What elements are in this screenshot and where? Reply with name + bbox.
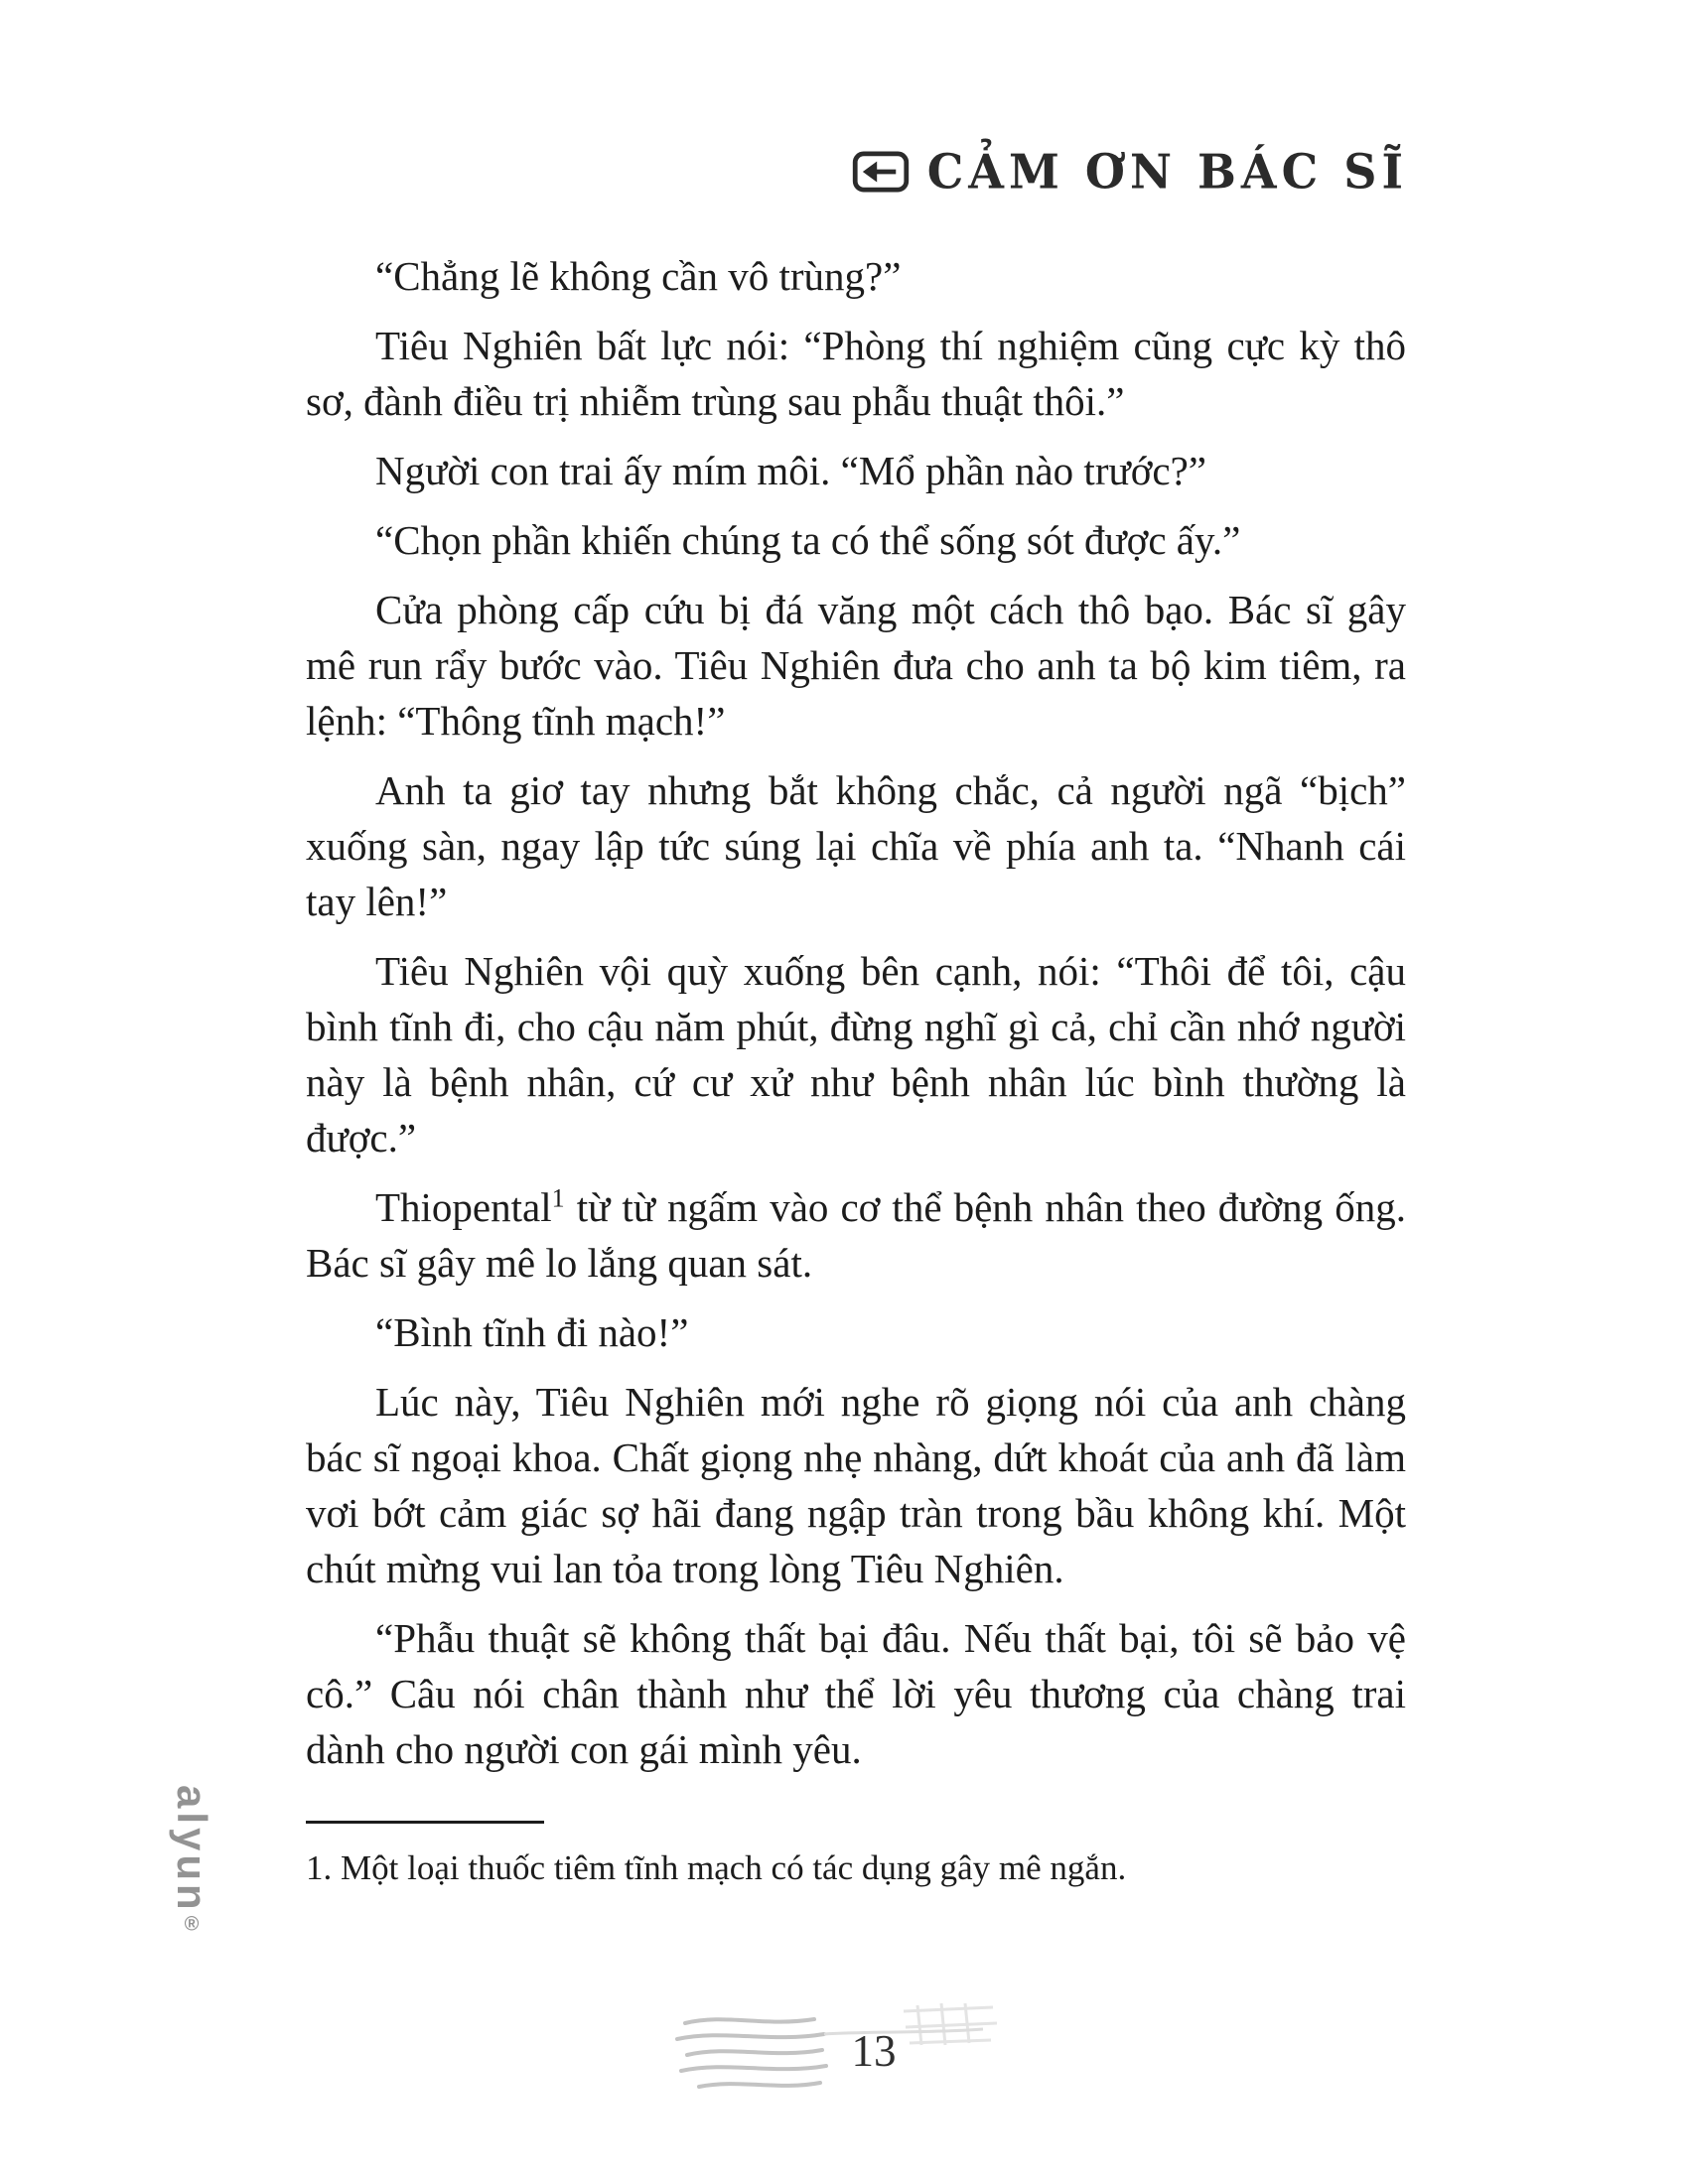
- chapter-header: [852, 145, 1408, 199]
- paragraph: Cửa phòng cấp cứu bị đá văng một cách thô bạo. Bác sĩ gây mê run rẩy bước vào. Tiêu Nghiên đưa cho anh ta bộ kim tiêm, ra lệnh: “Thông tĩnh mạch!”: [306, 587, 1406, 744]
- paragraph: “Bình tĩnh đi nào!”: [375, 1309, 689, 1355]
- publisher-logo: [169, 1785, 215, 1936]
- page-number: 13: [851, 2026, 897, 2076]
- paragraph: Lúc này, Tiêu Nghiên mới nghe rõ giọng nói của anh chàng bác sĩ ngoại khoa. Chất giọng nhẹ nhàng, dứt khoát của anh đã làm vơi bớt cảm giác sợ hãi đang ngập tràn trong bầu không khí. Một chút mừng vui lan tỏa trong lòng Tiêu Nghiên.: [306, 1379, 1406, 1591]
- paragraph-text: từ từ ngấm vào cơ thể bệnh nhân theo đường ống. Bác sĩ gây mê lo lắng quan sát.: [306, 1184, 1406, 1286]
- registered-trademark-symbol: ®: [181, 1913, 203, 1936]
- footnote-separator: [306, 1821, 544, 1824]
- paragraph: Tiêu Nghiên bất lực nói: “Phòng thí nghiệm cũng cực kỳ thô sơ, đành điều trị nhiễm trùng sau phẫu thuật thôi.”: [306, 323, 1406, 424]
- back-arrow-icon: [852, 151, 910, 193]
- page-footer: [675, 1993, 1072, 2103]
- paragraph: Tiêu Nghiên vội quỳ xuống bên cạnh, nói: “Thôi để tôi, cậu bình tĩnh đi, cho cậu năm phút, đừng nghĩ gì cả, chỉ cần nhớ người này là bệnh nhân, cứ cư xử như bệnh nhân lúc bình thường là được.”: [306, 948, 1406, 1160]
- footnote-text: 1. Một loại thuốc tiêm tĩnh mạch có tác dụng gây mê ngắn.: [306, 1848, 1127, 1887]
- paragraph: Người con trai ấy mím môi. “Mổ phần nào trước?”: [375, 448, 1206, 493]
- paragraph: “Phẫu thuật sẽ không thất bại đâu. Nếu thất bại, tôi sẽ bảo vệ cô.” Câu nói chân thành như thể lời yêu thương của chàng trai dành cho người con gái mình yêu.: [306, 1615, 1406, 1772]
- paragraph: “Chọn phần khiến chúng ta có thể sống sót được ấy.”: [375, 517, 1241, 563]
- paragraph-with-footnote-ref: [306, 1179, 1406, 1291]
- paragraph: “Chẳng lẽ không cần vô trùng?”: [375, 253, 902, 299]
- page-content: [306, 248, 1406, 1891]
- paragraph: Anh ta giơ tay nhưng bắt không chắc, cả người ngã “bịch” xuống sàn, ngay lập tức súng lại chĩa về phía anh ta. “Nhanh cái tay lên!”: [306, 767, 1406, 924]
- drug-name: Thiopental: [375, 1184, 552, 1230]
- publisher-logo-text: alyun: [169, 1785, 215, 1914]
- chapter-title: CẢM ƠN BÁC SĨ: [926, 143, 1408, 201]
- footnote-marker: 1: [551, 1183, 565, 1213]
- footnote-block: [306, 1821, 1406, 1891]
